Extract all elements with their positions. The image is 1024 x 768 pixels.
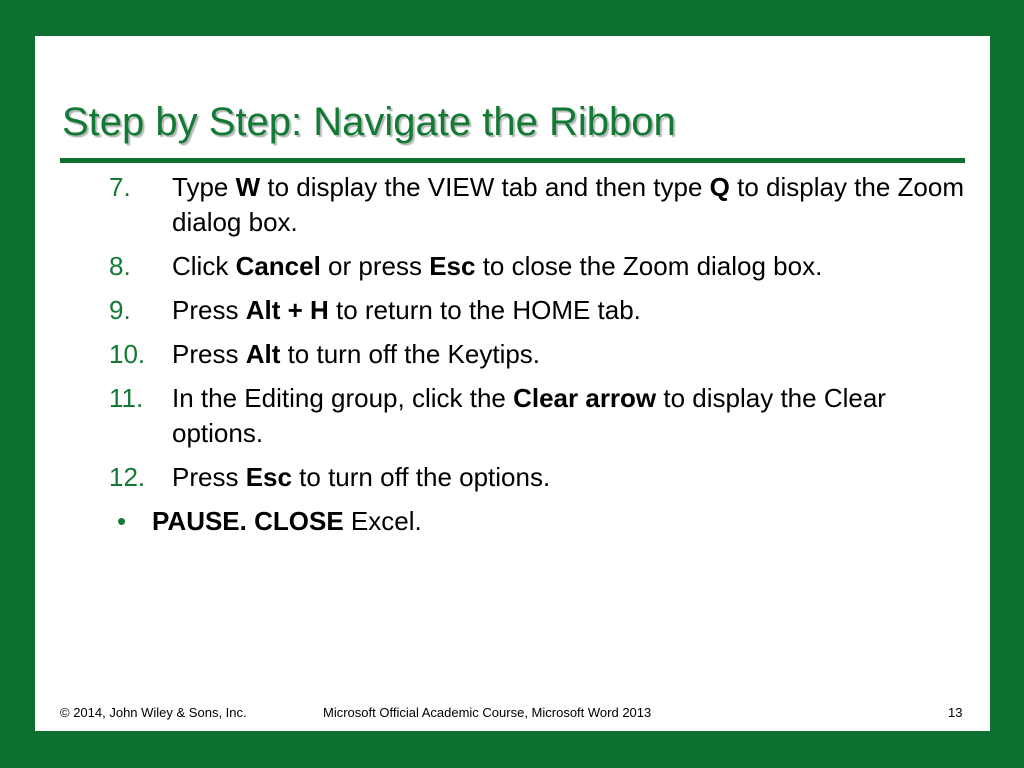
key-text: Alt xyxy=(245,339,281,369)
footer-course: Microsoft Official Academic Course, Microsoft Word 2013 xyxy=(323,705,652,720)
footer-copyright: © 2014, John Wiley & Sons, Inc. xyxy=(60,705,247,720)
key-text: Clear arrow xyxy=(513,383,657,413)
bullet-icon: • xyxy=(117,506,127,536)
step-number: 8. xyxy=(109,251,131,281)
key-text: Q xyxy=(709,172,730,202)
step-item: 8. Click Cancel or press Esc to close the Zoom dialog box. xyxy=(109,249,969,284)
page-number: 13 xyxy=(948,705,963,720)
step-number: 7. xyxy=(109,172,131,202)
slide-title: Step by Step: Navigate the Ribbon xyxy=(62,100,676,144)
key-text: W xyxy=(235,172,261,202)
step-list xyxy=(109,170,969,539)
bullet-item: • PAUSE. CLOSE Excel. xyxy=(109,504,969,539)
key-text: PAUSE. CLOSE xyxy=(152,506,344,536)
step-item: 9. Press Alt + H to return to the HOME tab. xyxy=(109,293,969,328)
key-text: Esc xyxy=(245,462,292,492)
key-text: Alt + H xyxy=(245,295,329,325)
title-divider xyxy=(60,158,965,163)
key-text: Esc xyxy=(429,251,476,281)
step-number: 10. xyxy=(109,339,146,369)
step-item: 11. In the Editing group, click the Clear arrow to display the Clear options. xyxy=(109,383,886,448)
slide xyxy=(35,36,990,731)
step-number: 11. xyxy=(109,383,144,413)
step-number: 12. xyxy=(109,462,146,492)
step-item: 10. Press Alt to turn off the Keytips. xyxy=(109,337,969,372)
key-text: Cancel xyxy=(235,251,321,281)
step-number: 9. xyxy=(109,295,131,325)
step-item: 12. Press Esc to turn off the options. xyxy=(109,460,969,495)
step-item: 7. Type W to display the VIEW tab and then type Q to display the Zoom dialog box. xyxy=(109,172,964,237)
